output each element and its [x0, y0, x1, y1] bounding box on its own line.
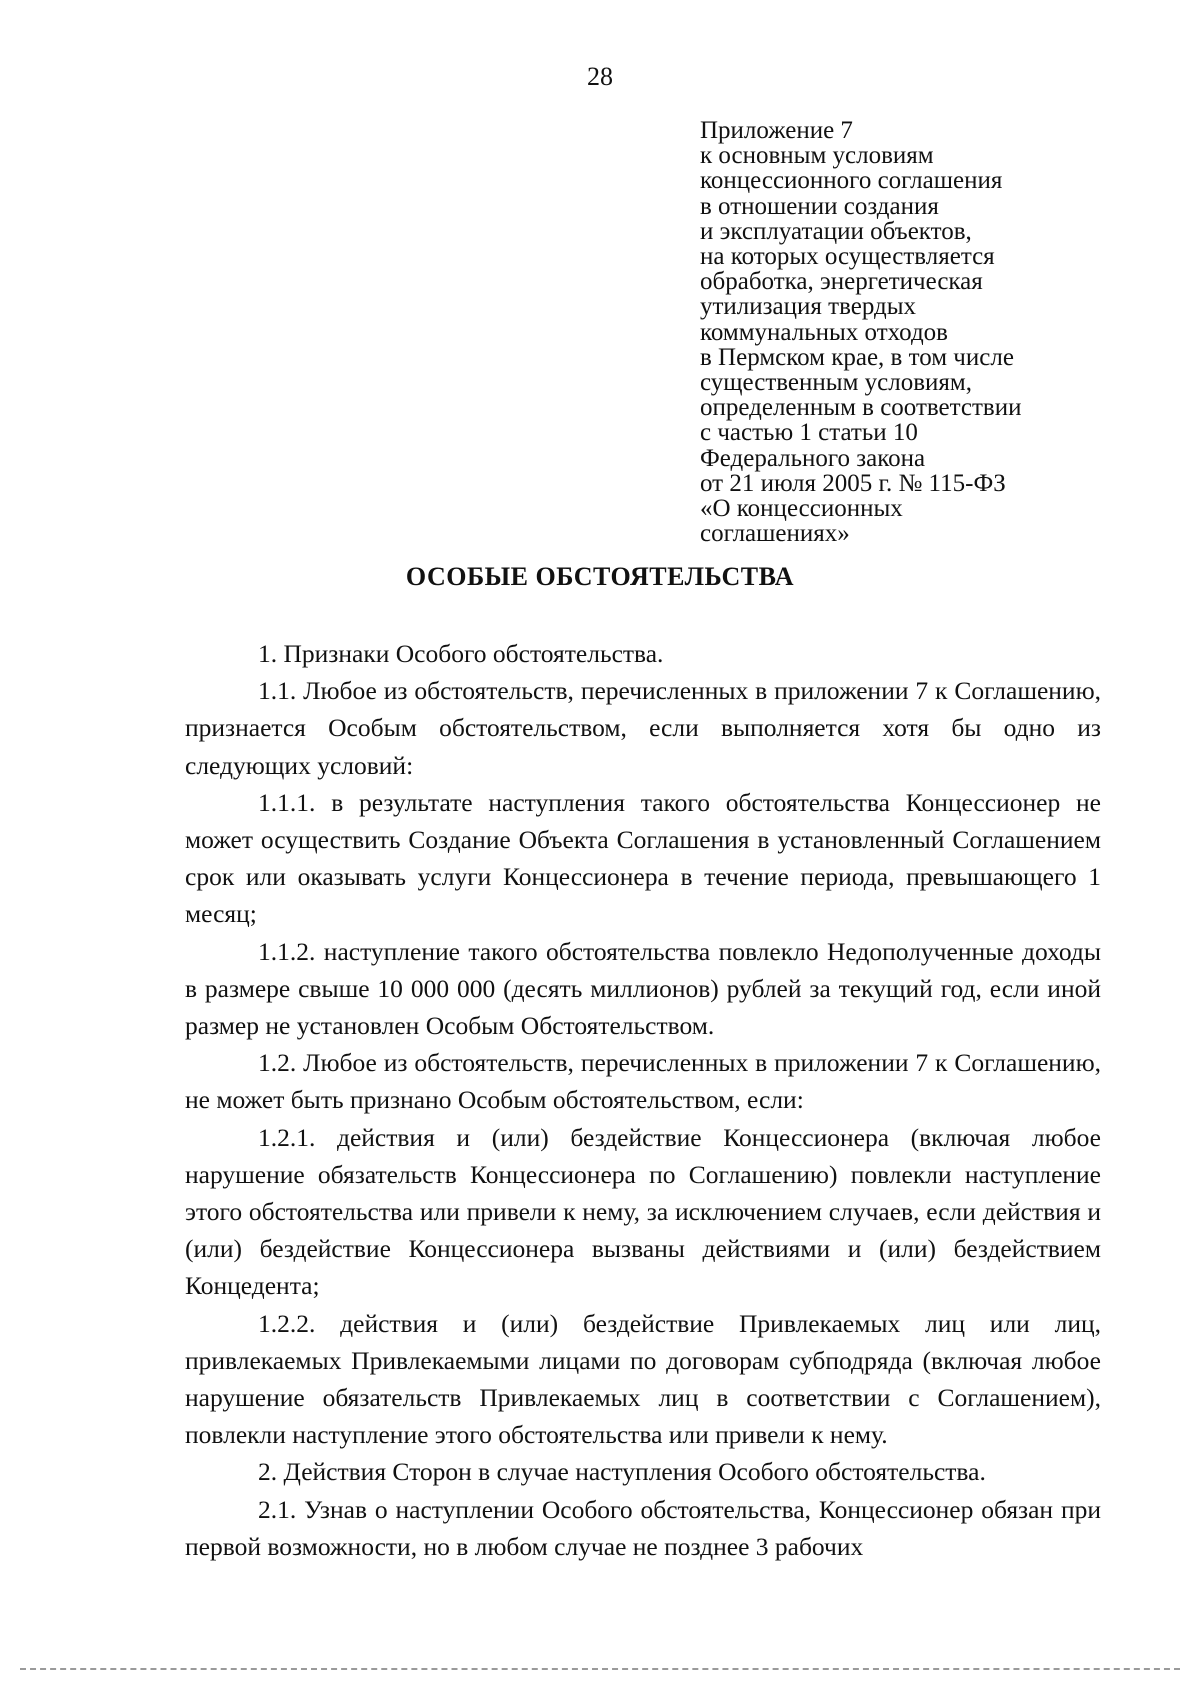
- appendix-line: Приложение 7: [700, 117, 853, 144]
- appendix-line: в Пермском крае, в том числе: [700, 343, 1014, 371]
- paragraph-1-1-2: 1.1.2. наступление такого обстоятельства повлекло Недополученные доходы в размере свыше 10 000 000 (десять миллионов) рублей за текущий год, если иной размер не установлен Особым Обстоятельством.: [185, 936, 1101, 1041]
- appendix-line: коммунальных отходов: [700, 318, 948, 346]
- paragraph-1-2: 1.2. Любое из обстоятельств, перечисленных в приложении 7 к Соглашению, не может быть признано Особым обстоятельством, если:: [185, 1048, 1101, 1115]
- paragraph-1-1: 1.1. Любое из обстоятельств, перечисленных в приложении 7 к Соглашению, признается Особым обстоятельством, если выполняется хотя бы одно из следующих условий:: [185, 676, 1101, 780]
- page-number: 28: [587, 62, 613, 91]
- paragraph-section-1: 1. Признаки Особого обстоятельства.: [258, 639, 664, 668]
- document-body: [185, 635, 1101, 1565]
- appendix-line: с частью 1 статьи 10: [700, 419, 918, 447]
- appendix-reference: [700, 118, 1140, 546]
- appendix-line: соглашениях»: [700, 520, 850, 548]
- appendix-line: Федерального закона: [700, 444, 926, 472]
- appendix-line: существенным условиям,: [700, 369, 972, 397]
- appendix-line: от 21 июля 2005 г. № 115-ФЗ: [700, 469, 1006, 497]
- paragraph-1-2-2: 1.2.2. действия и (или) бездействие Привлекаемых лиц или лиц, привлекаемых Привлекаемыми лицами по договорам субподряда (включая любое нарушение обязательств Привлекаемых лиц в соответствии с Соглашением), повлекли наступление этого обстоятельства или привели к нему.: [185, 1308, 1101, 1450]
- appendix-line: к основным условиям: [700, 142, 934, 170]
- appendix-line: утилизация твердых: [700, 293, 917, 321]
- paragraph-1-1-1: 1.1.1. в результате наступления такого обстоятельства Концессионер не может осуществить Создание Объекта Соглашения в установленный Соглашением срок или оказывать услуги Концессионера в течение периода, превышающего 1 месяц;: [185, 787, 1101, 929]
- appendix-line: обработка, энергетическая: [700, 268, 983, 296]
- appendix-line: на которых осуществляется: [700, 243, 995, 271]
- appendix-line: и эксплуатации объектов,: [700, 217, 972, 245]
- appendix-line: «О концессионных: [700, 495, 903, 523]
- appendix-line: концессионного соглашения: [700, 167, 1003, 195]
- paragraph-1-2-1: 1.2.1. действия и (или) бездействие Концессионера (включая любое нарушение обязательств Концессионера по Соглашению) повлекли наступление этого обстоятельства или привели к нему, за исключением случаев, если действия и (или) бездействие Концессионера вызваны действиями и (или) бездействием Концедента;: [185, 1122, 1101, 1301]
- page-bottom-edge: [20, 1668, 1180, 1670]
- appendix-line: в отношении создания: [700, 192, 939, 220]
- paragraph-2-1: 2.1. Узнав о наступлении Особого обстоятельства, Концессионер обязан при первой возможности, но в любом случае не позднее 3 рабочих: [185, 1494, 1101, 1561]
- document-title: ОСОБЫЕ ОБСТОЯТЕЛЬСТВА: [405, 562, 795, 591]
- appendix-line: определенным в соответствии: [700, 394, 1022, 422]
- paragraph-section-2: 2. Действия Сторон в случае наступления Особого обстоятельства.: [258, 1457, 986, 1487]
